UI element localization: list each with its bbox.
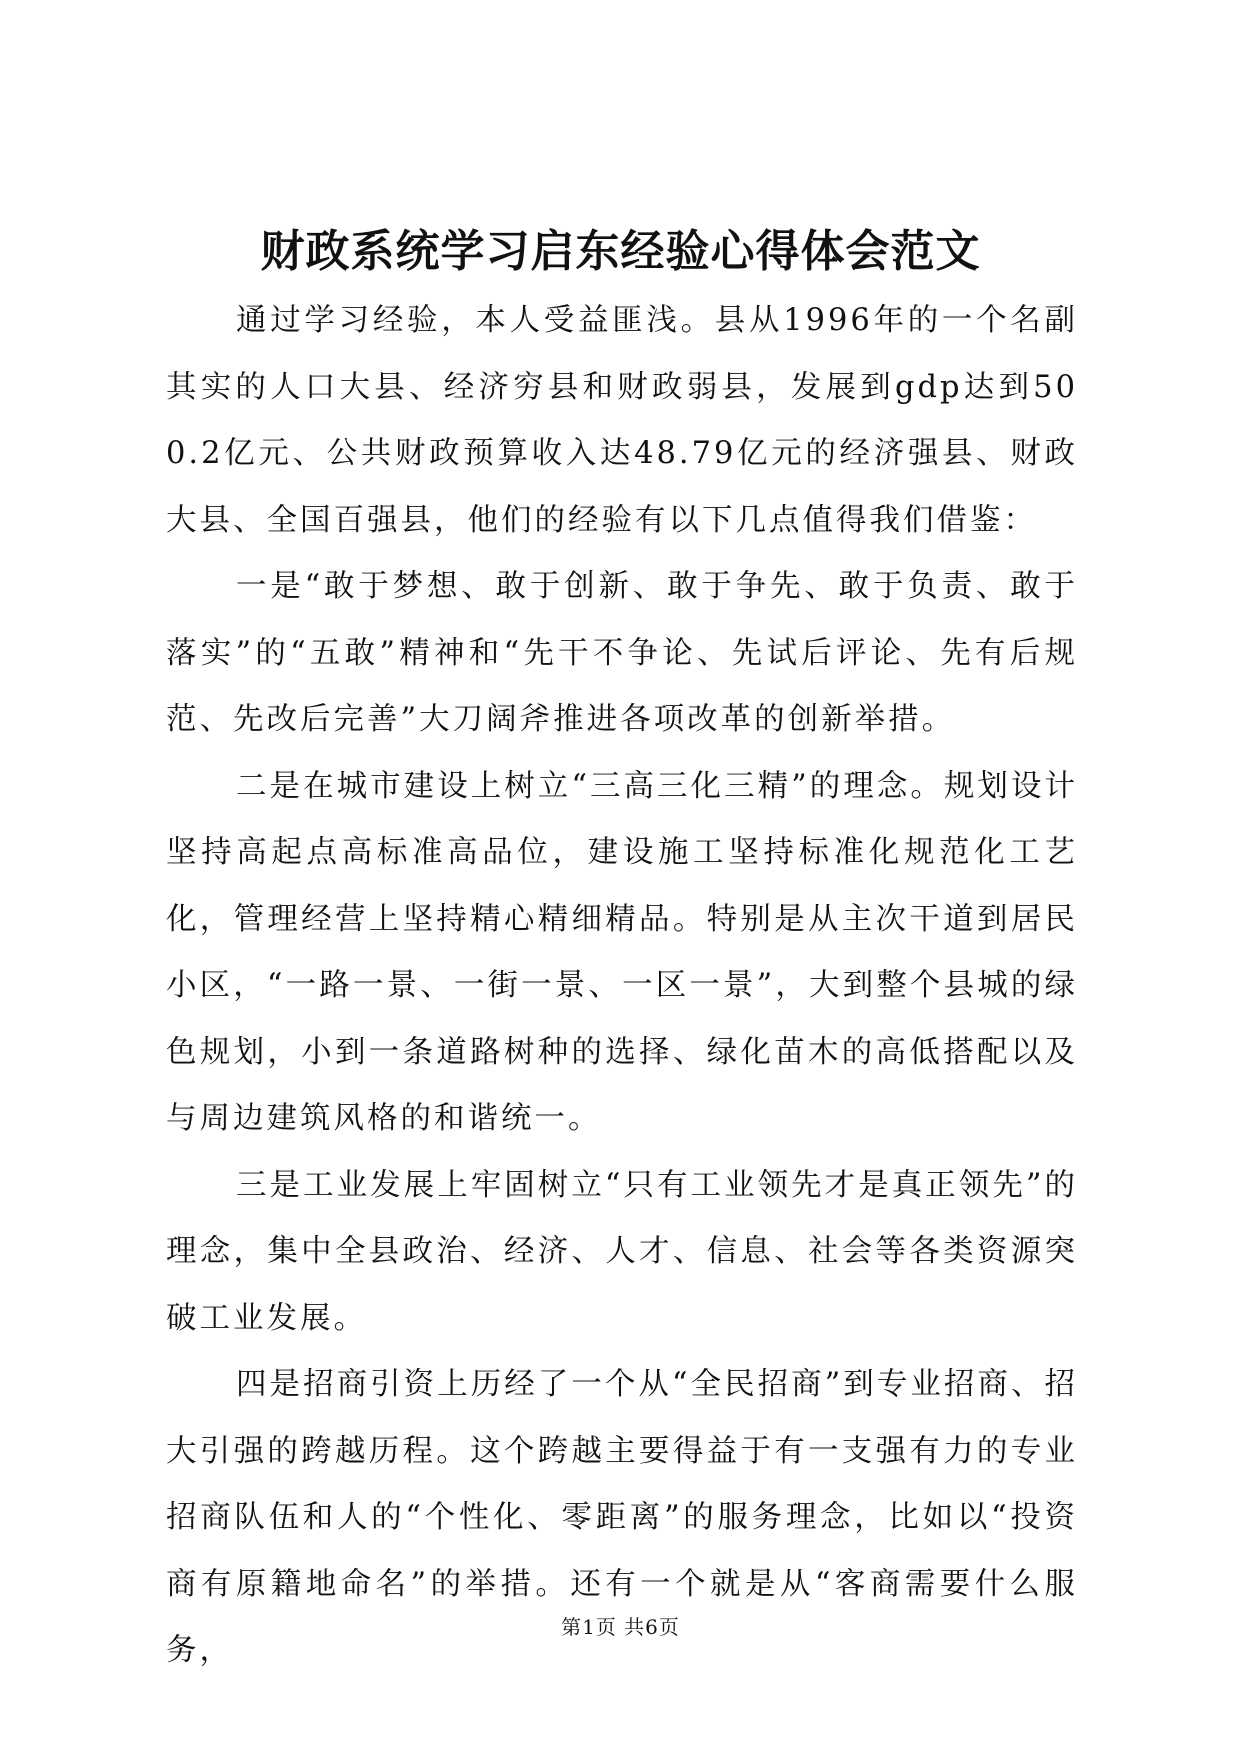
paragraph-point-four: 四是招商引资上历经了一个从“全民招商”到专业招商、招大引强的跨越历程。这个跨越主要得益于有一支强有力的专业招商队伍和人的“个性化、零距离”的服务理念，比如以“投资商有原籍地命名”的举措。还有一个就是从“客商需要什么服务， (166, 1367, 1078, 1668)
paragraph-point-one: 一是“敢于梦想、敢于创新、敢于争先、敢于负责、敢于落实”的“五敢”精神和“先干不争论、先试后评论、先有后规范、先改后完善”大刀阔斧推进各项改革的创新举措。 (166, 569, 1078, 737)
document-body (166, 288, 1078, 1685)
document-title: 财政系统学习启东经验心得体会范文 (260, 226, 981, 277)
page-number-footer: 第1页 共6页 (561, 1615, 680, 1639)
paragraph-point-two: 二是在城市建设上树立“三高三化三精”的理念。规划设计坚持高起点高标准高品位，建设施工坚持标准化规范化工艺化，管理经营上坚持精心精细精品。特别是从主次干道到居民小区，“一路一景、一街一景、一区一景”，大到整个县城的绿色规划，小到一条道路树种的选择、绿化苗木的高低搭配以及与周边建筑风格的和谐统一。 (166, 768, 1078, 1136)
paragraph-point-three: 三是工业发展上牢固树立“只有工业领先才是真正领先”的理念，集中全县政治、经济、人才、信息、社会等各类资源突破工业发展。 (166, 1167, 1078, 1336)
paragraph-intro: 通过学习经验，本人受益匪浅。县从1996年的一个名副其实的人口大县、经济穷县和财政弱县，发展到gdp达到500.2亿元、公共财政预算收入达48.79亿元的经济强县、财政大县、全国百强县，他们的经验有以下几点值得我们借鉴： (166, 303, 1078, 538)
